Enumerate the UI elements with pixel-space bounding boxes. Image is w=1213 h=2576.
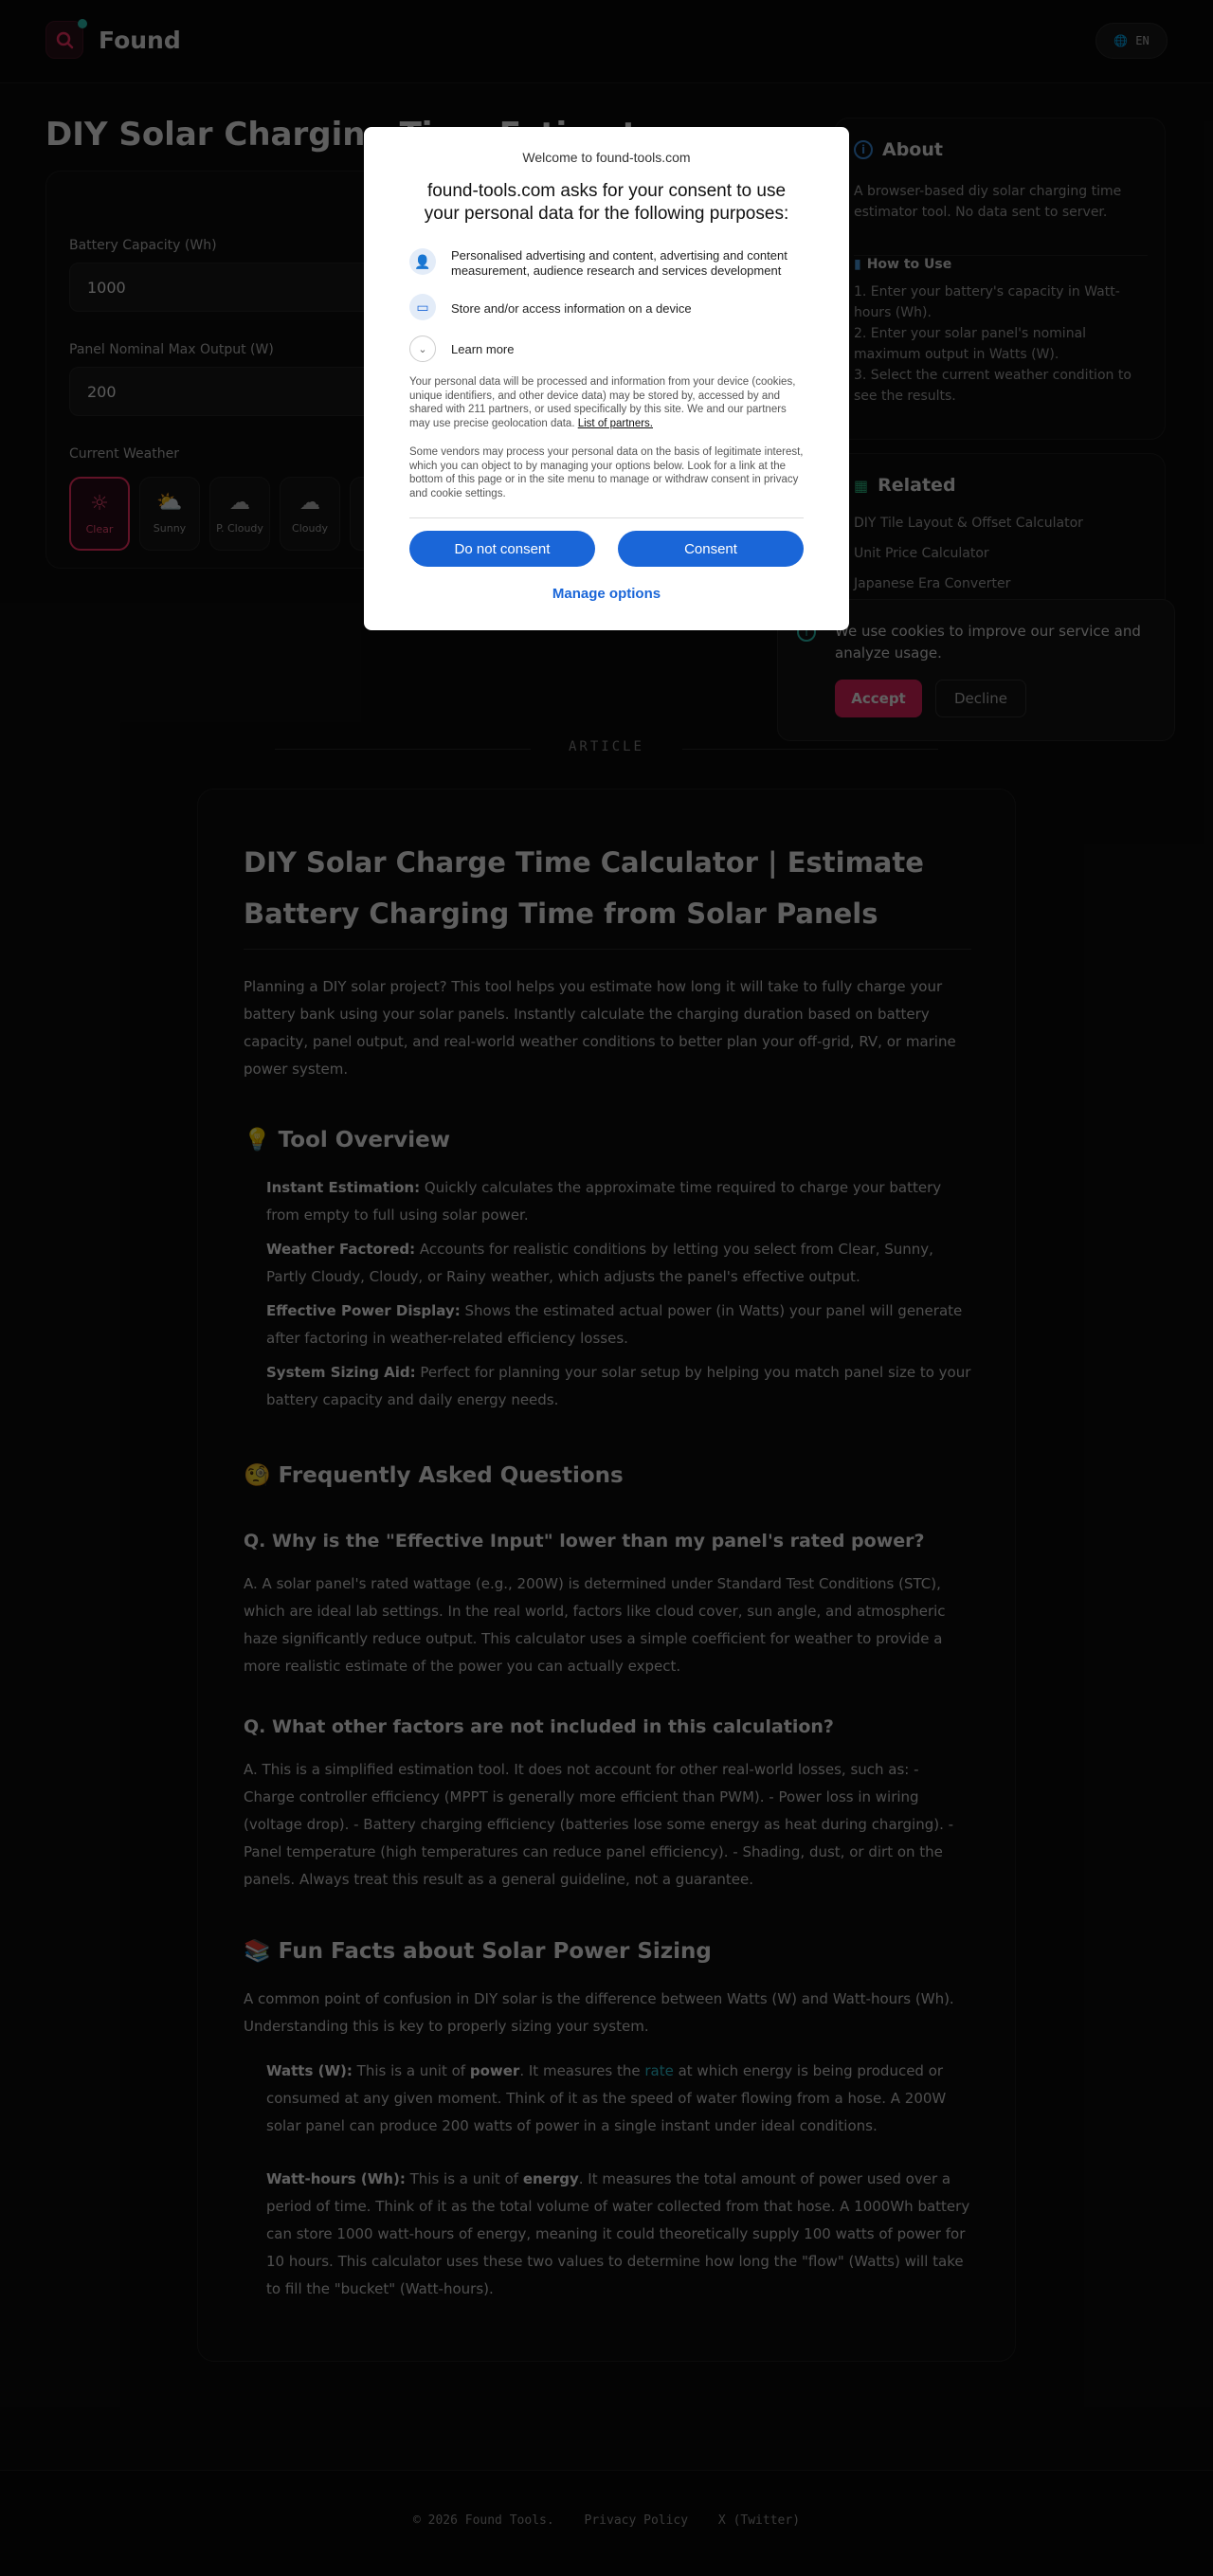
consent-welcome: Welcome to found-tools.com [522,150,691,165]
consent-heading: found-tools.com asks for your consent to use your personal data for the following purposes: [424,181,789,224]
consent-body: Some vendors may process your personal data on the basis of legitimate interest, which you can object to by managing your options below. Look for a link at the bottom of this page or in the site menu to manage or withdraw consent in privacy and cookie settings. [409,446,804,499]
consent-purpose: Store and/or access information on a device [451,301,692,316]
learn-more-link[interactable]: Learn more [451,342,515,356]
consent-purpose: Personalised advertising and content, advertising and content measurement, audience research and services development [451,248,788,278]
manage-options-link[interactable]: Manage options [552,586,661,602]
consent-body: Your personal data will be processed and information from your device (cookies, unique identifiers, and other device data) may be stored by, accessed by and shared with 211 partners, or used specifically by this site. We and our partners may use precise geolocation data. List of partners. [409,376,796,429]
device-icon: ▭ [409,294,436,320]
consent-button[interactable]: Consent [618,531,804,567]
partners-link[interactable]: List of partners. [577,417,653,429]
divider [409,517,804,518]
do-not-consent-button[interactable]: Do not consent [409,531,595,567]
chevron-down-icon[interactable]: ⌄ [409,336,436,362]
person-icon: 👤 [409,248,436,275]
consent-dialog [364,127,849,630]
